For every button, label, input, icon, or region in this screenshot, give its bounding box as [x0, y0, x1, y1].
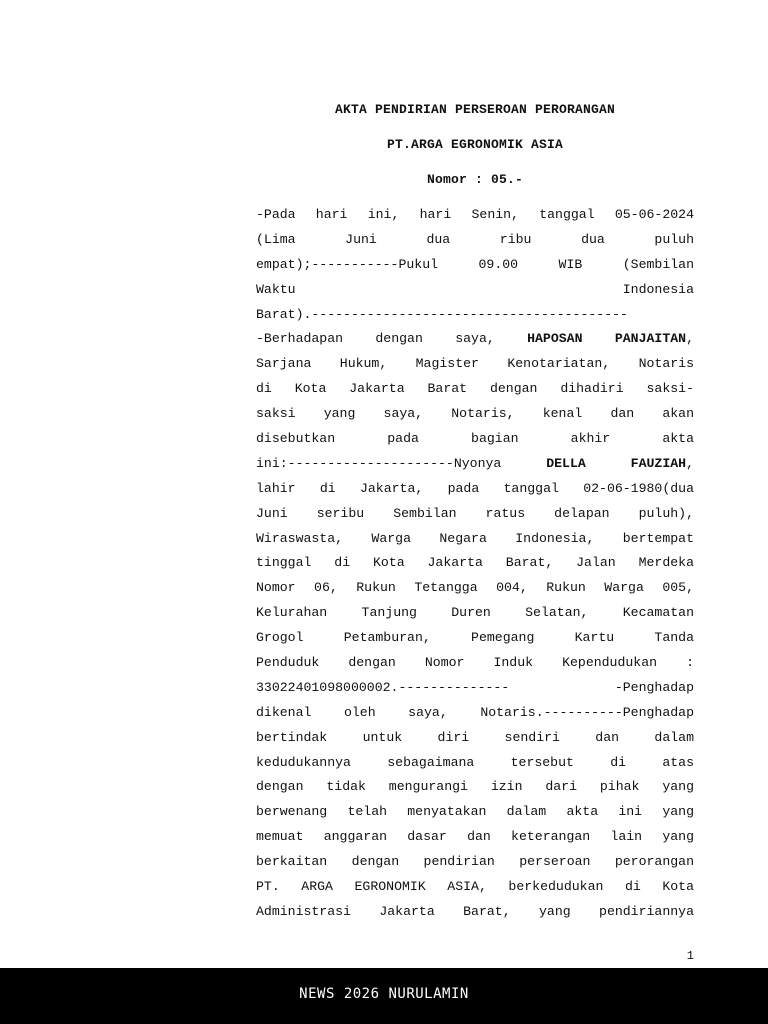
line-text: ini:---------------------Nyonya — [256, 455, 547, 471]
body-line — [256, 402, 694, 427]
body-line — [256, 601, 694, 626]
footer-banner — [0, 968, 768, 1024]
line-text: bertindak untuk diri sendiri dan dalam — [256, 729, 694, 745]
body-line — [256, 676, 694, 701]
line-text: empat);-----------Pukul 09.00 WIB (Sembilan — [256, 256, 694, 272]
line-text: Sarjana Hukum, Magister Kenotariatan, Notaris — [256, 356, 694, 372]
body-line — [256, 800, 694, 825]
body-line — [256, 775, 694, 800]
body-line — [256, 203, 694, 228]
body-line — [256, 228, 694, 253]
page-number: 1 — [686, 949, 694, 963]
body-line — [256, 825, 694, 850]
line-text: (Lima Juni dua ribu dua puluh — [256, 231, 694, 247]
line-text: disebutkan pada bagian akhir akta — [256, 431, 694, 447]
body-line — [256, 327, 694, 352]
body-line — [256, 303, 694, 328]
bold-name: HAPOSAN PANJAITAN — [527, 331, 687, 347]
footer-caption: NEWS 2026 NURULAMIN — [299, 986, 469, 1002]
body-line — [256, 651, 694, 676]
line-text: di Kota Jakarta Barat dengan dihadiri saksi- — [256, 381, 694, 397]
bold-name: DELLA FAUZIAH — [546, 455, 687, 471]
body-line — [256, 502, 694, 527]
body-line — [256, 576, 694, 601]
line-text: 33022401098000002.-------------- -Penghadap — [256, 679, 694, 695]
line-text: saksi yang saya, Notaris, kenal dan akan — [256, 406, 694, 422]
line-text: dengan tidak mengurangi izin dari pihak yang — [256, 779, 694, 795]
line-text: , — [686, 331, 694, 347]
body-line — [256, 626, 694, 651]
line-text: memuat anggaran dasar dan keterangan lain yang — [256, 829, 694, 845]
line-text: berwenang telah menyatakan dalam akta ini yang — [256, 804, 694, 820]
deed-number: Nomor : 05.- — [426, 172, 523, 187]
body-line — [256, 875, 694, 900]
line-text: Penduduk dengan Nomor Induk Kependudukan : — [256, 655, 694, 671]
body-line — [256, 751, 694, 776]
line-text: Kelurahan Tanjung Duren Selatan, Kecamatan — [256, 605, 694, 621]
line-text: Waktu Indonesia — [256, 281, 694, 297]
body-line — [256, 452, 694, 477]
line-text: Administrasi Jakarta Barat, yang pendiriannya — [256, 903, 694, 919]
company-name: PT.ARGA EGRONOMIK ASIA — [386, 137, 564, 152]
deed-title: AKTA PENDIRIAN PERSEROAN PERORANGAN — [334, 102, 616, 117]
body-line — [256, 427, 694, 452]
body-line — [256, 527, 694, 552]
body-line — [256, 551, 694, 576]
line-text: Wiraswasta, Warga Negara Indonesia, bertempat — [256, 530, 694, 546]
body-line — [256, 726, 694, 751]
line-text: -Berhadapan dengan saya, — [256, 331, 528, 347]
body-line — [256, 352, 694, 377]
line-text: , — [686, 455, 694, 471]
line-text: dikenal oleh saya, Notaris.----------Penghadap — [256, 704, 694, 720]
body-line — [256, 477, 694, 502]
body-line — [256, 850, 694, 875]
body-line — [256, 701, 694, 726]
deed-body — [256, 203, 694, 925]
line-text: berkaitan dengan pendirian perseroan perorangan — [256, 854, 694, 870]
line-text: PT. ARGA EGRONOMIK ASIA, berkedudukan di Kota — [256, 879, 694, 895]
line-text: tinggal di Kota Jakarta Barat, Jalan Merdeka — [256, 555, 694, 571]
body-line — [256, 253, 694, 278]
line-text: Nomor 06, Rukun Tetangga 004, Rukun Warga 005, — [256, 580, 694, 596]
line-text: Grogol Petamburan, Pemegang Kartu Tanda — [256, 630, 694, 646]
body-line — [256, 377, 694, 402]
line-text: kedudukannya sebagaimana tersebut di atas — [256, 754, 694, 770]
line-text: Juni seribu Sembilan ratus delapan puluh), — [256, 505, 694, 521]
line-text: Barat).---------------------------------------- — [256, 306, 628, 322]
line-text: -Pada hari ini, hari Senin, tanggal 05-06-2024 — [256, 207, 694, 222]
body-line — [256, 900, 694, 925]
body-line — [256, 278, 694, 303]
line-text: lahir di Jakarta, pada tanggal 02-06-1980(dua — [256, 480, 694, 496]
